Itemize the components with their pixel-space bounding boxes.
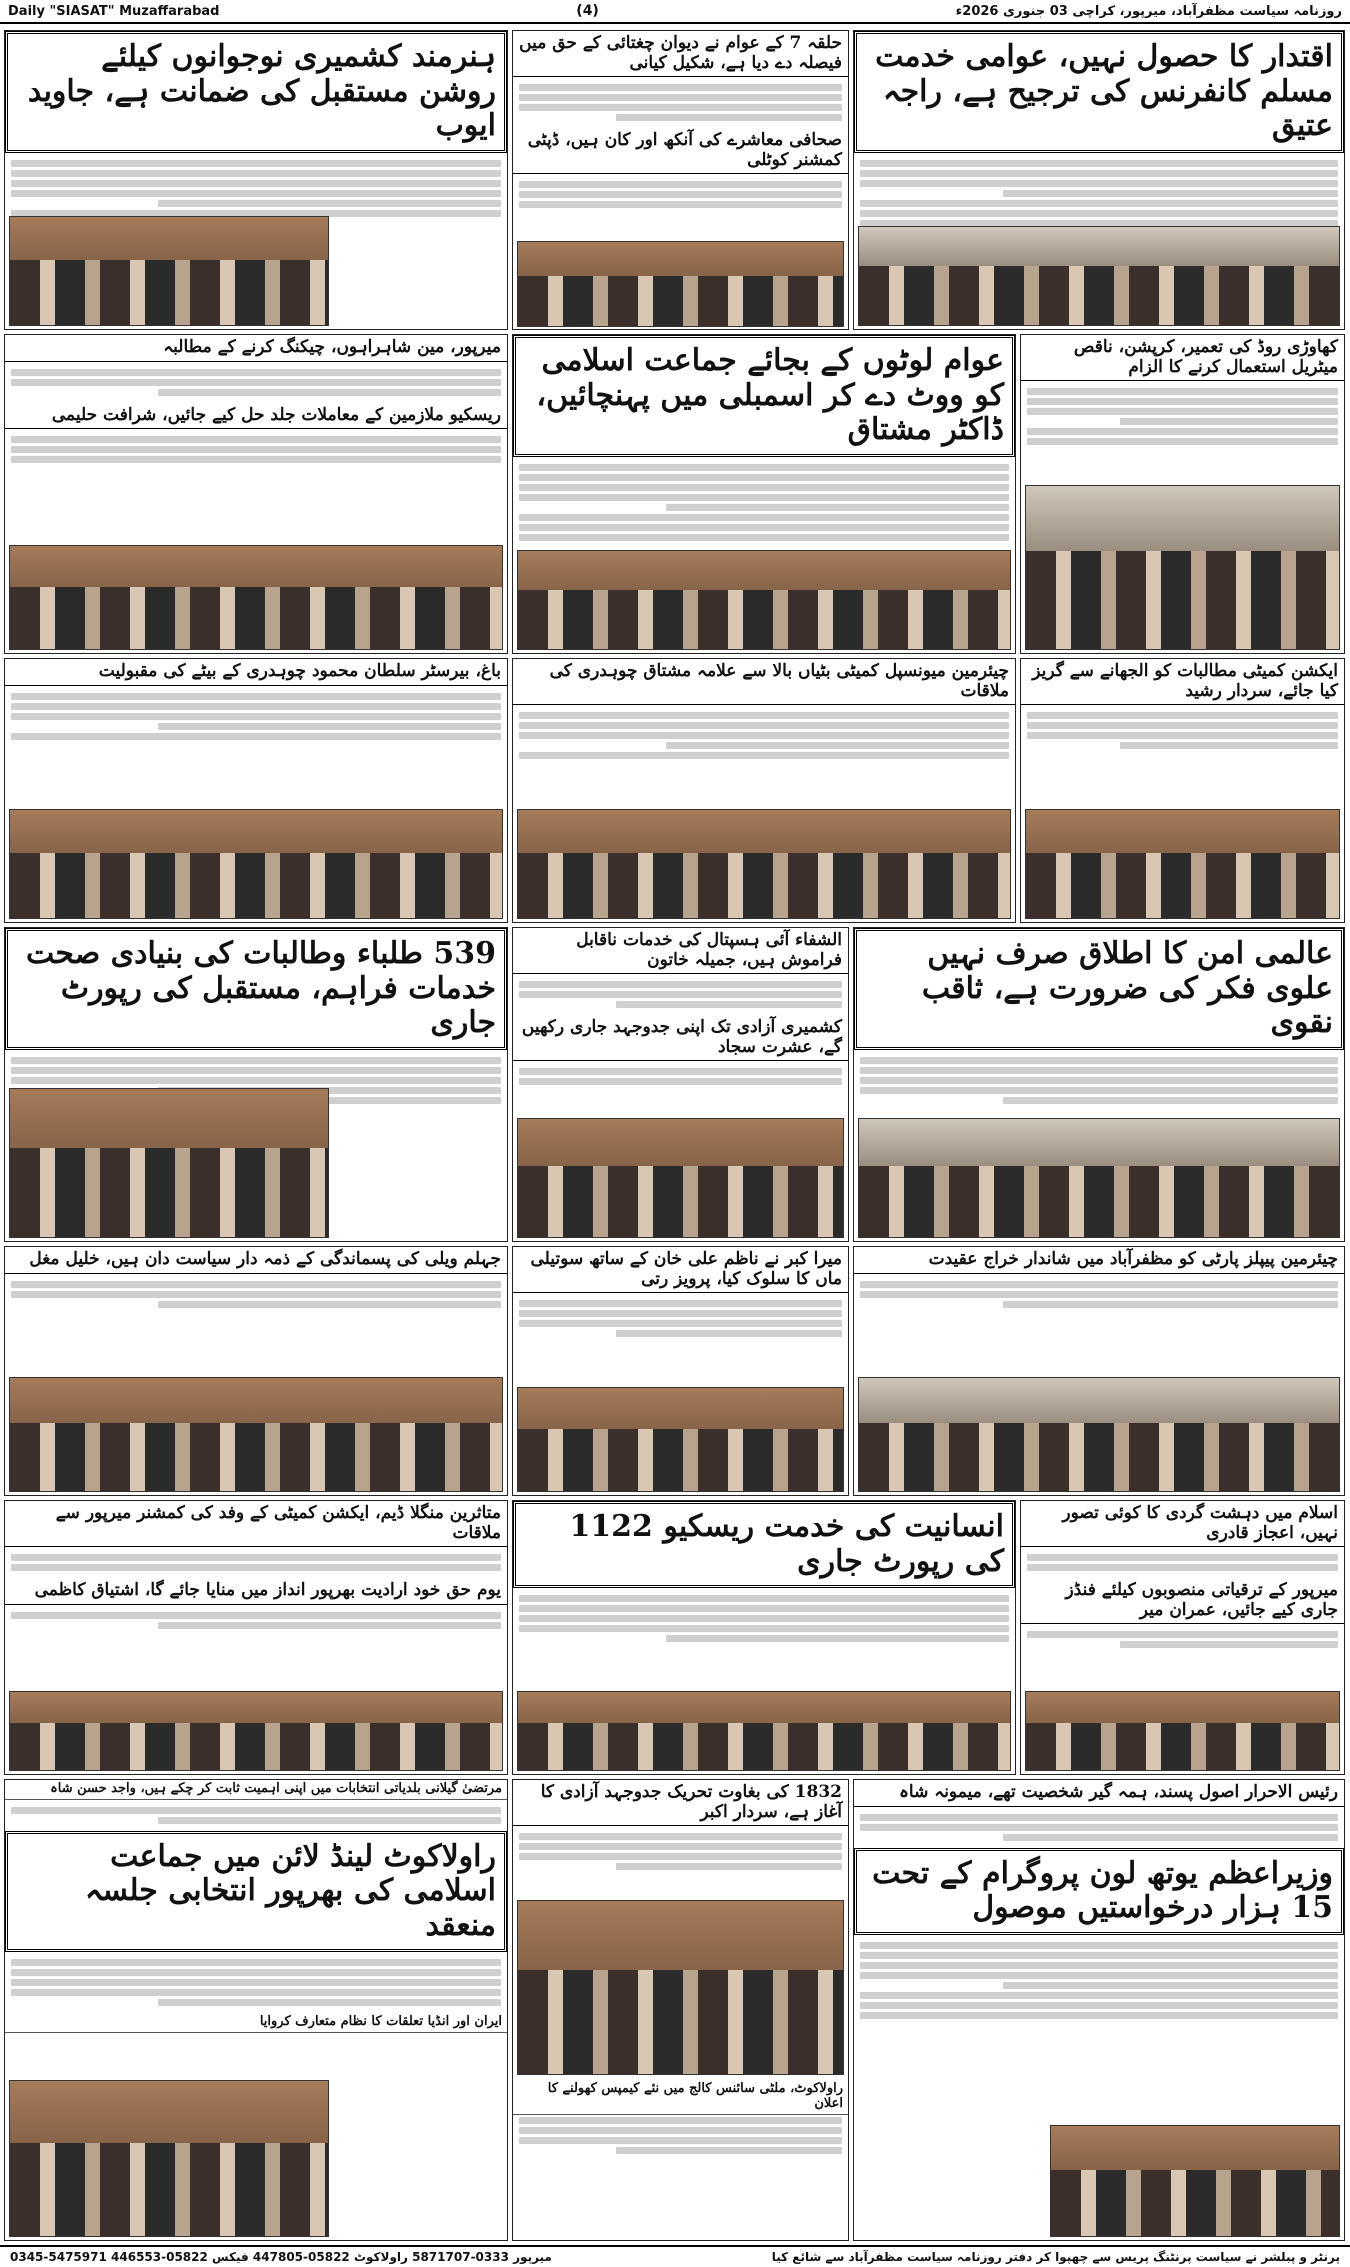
story-6-photo [1025, 485, 1340, 650]
story-23-photo [1025, 1691, 1340, 1771]
story-24 [4, 1779, 508, 2241]
story-18-headline: میرا کبر نے ناظم علی خان کے ساتھ سوتیلی ماں کا سلوک کیا، پرویز رتی [513, 1247, 848, 1293]
story-1 [853, 30, 1345, 330]
story-12-headline: عالمی امن کا اطلاق صرف نہیں علوی فکر کی ضرورت ہے، ثاقب نقوی [854, 928, 1344, 1050]
story-2-photo [9, 216, 329, 326]
story-28-headline: مرتضیٰ گیلانی بلدیاتی انتخابات میں اپنی اہمیت ثابت کر چکے ہیں، واجد حسن شاہ [5, 1780, 507, 1800]
story-19-photo [517, 1691, 1011, 1771]
story-23 [1020, 1500, 1345, 1775]
story-15-photo [517, 1118, 844, 1238]
story-5-photo [517, 550, 1011, 650]
story-9 [4, 658, 508, 923]
story-5-headline: عوام لوٹوں کے بجائے جماعت اسلامی کو ووٹ دے کر اسمبلی میں پہنچائیں، ڈاکٹر مشتاق [513, 335, 1015, 457]
story-21-headline: متاثرین منگلا ڈیم، ایکشن کمیٹی کے وفد کی کمشنر میرپور سے ملاقات [5, 1501, 507, 1547]
story-10-headline: چیئرمین میونسپل کمیٹی بٹیاں بالا سے علامہ مشتاق چوہدری کی ملاقات [513, 659, 1015, 705]
story-1-headline: اقتدار کا حصول نہیں، عوامی خدمت مسلم کانفرنس کی ترجیح ہے، راجہ عتیق [854, 31, 1344, 153]
story-26-headline: رئیس الاحرار اصول پسند، ہمہ گیر شخصیت تھے، میمونہ شاہ [854, 1780, 1344, 1807]
story-17-headline: جہلم ویلی کی پسماندگی کے ذمہ دار سیاست دان ہیں، خلیل مغل [5, 1247, 507, 1274]
story-11-photo [1025, 809, 1340, 919]
story-25 [512, 1779, 849, 2241]
page-number: (4) [576, 3, 599, 19]
story-13-photo [9, 1088, 329, 1238]
story-16 [853, 1246, 1345, 1496]
story-27-photo [1050, 2125, 1340, 2237]
story-6 [1020, 334, 1345, 654]
story-8-headline: ریسکیو ملازمین کے معاملات جلد حل کیے جائیں، شرافت حلیمی [5, 403, 507, 430]
story-9-photo [9, 809, 503, 919]
story-14 [512, 927, 849, 1242]
story-16-headline: چیئرمین پیپلز پارٹی کو مظفرآباد میں شاندار خراج عقیدت [854, 1247, 1344, 1274]
story-3-headline: حلقہ 7 کے عوام نے دیوان چغتائی کے حق میں فیصلہ دے دیا ہے، شکیل کیانی [513, 31, 848, 77]
story-3 [512, 30, 849, 330]
masthead-left: Daily "SIASAT" Muzaffarabad [8, 3, 220, 19]
story-17-photo [9, 1377, 503, 1492]
story-24-photo [9, 2080, 329, 2237]
story-29-headline: ایران اور انڈیا تعلقات کا نظام متعارف کروایا [5, 2013, 507, 2033]
story-5 [512, 334, 1016, 654]
masthead [0, 0, 1350, 24]
story-10 [512, 658, 1016, 923]
story-21 [4, 1500, 508, 1775]
story-22-photo [9, 1691, 503, 1771]
footer [0, 2245, 1350, 2267]
footer-contacts: 0345-5475971 میرپور 0333-5871707 راولاکوٹ 05822-447805 فیکس 05822-446553 [10, 2250, 552, 2264]
story-12-photo [858, 1118, 1340, 1238]
story-14-headline: الشفاء آئی ہسپتال کی خدمات ناقابل فراموش ہیں، جمیلہ خاتون [513, 928, 848, 974]
story-27-headline: وزیراعظم یوتھ لون پروگرام کے تحت 15 ہزار درخواستیں موصول [854, 1848, 1344, 1935]
story-13-headline: 539 طلباء وطالبات کی بنیادی صحت خدمات فراہم، مستقبل کی رپورٹ جاری [5, 928, 507, 1050]
story-25-photo [517, 1900, 844, 2075]
story-13 [4, 927, 508, 1242]
story-7-headline: میرپور، مین شاہراہوں، چیکنگ کرنے کے مطالبہ [5, 335, 507, 362]
story-10-photo [517, 809, 1011, 919]
story-22-headline: یوم حق خود ارادیت بھرپور انداز میں منایا جائے گا، اشتیاق کاظمی [5, 1578, 507, 1605]
story-19-headline: انسانیت کی خدمت ریسکیو 1122 کی رپورٹ جاری [513, 1501, 1015, 1588]
story-1-photo [858, 226, 1340, 326]
story-7 [4, 334, 508, 654]
story-12 [853, 927, 1345, 1242]
masthead-right: روزنامہ سیاست مظفرآباد، میرپور، کراچی 03 جنوری 2026ء [955, 3, 1342, 19]
story-2-headline: ہنرمند کشمیری نوجوانوں کیلئے روشن مستقبل کی ضمانت ہے، جاوید ایوب [5, 31, 507, 153]
footer-imprint: پرنٹر و پبلشر نے سیاست پرنٹنگ پریس سے چھپوا کر دفتر روزنامہ سیاست مظفرآباد سے شائع کیا [771, 2250, 1340, 2264]
story-27 [853, 1779, 1345, 2241]
story-24-headline: راولاکوٹ لینڈ لائن میں جماعت اسلامی کی بھرپور انتخابی جلسہ منعقد [5, 1831, 507, 1953]
story-19 [512, 1500, 1016, 1775]
story-16-photo [858, 1377, 1340, 1492]
story-20-headline: اسلام میں دہشت گردی کا کوئی تصور نہیں، اعجاز قادری [1021, 1501, 1344, 1547]
story-2 [4, 30, 508, 330]
story-15-headline: کشمیری آزادی تک اپنی جدوجہد جاری رکھیں گے، عشرت سجاد [513, 1015, 848, 1061]
story-17 [4, 1246, 508, 1496]
story-18-photo [517, 1387, 844, 1492]
story-25-headline: 1832 کی بغاوت تحریک جدوجہد آزادی کا آغاز ہے، سردار اکبر [513, 1780, 848, 1826]
story-23-headline: میرپور کے ترقیاتی منصوبوں کیلئے فنڈز جاری کیے جائیں، عمران میر [1021, 1578, 1344, 1624]
story-11 [1020, 658, 1345, 923]
story-30-headline: راولاکوٹ، ملٹی سائنس کالج میں نئے کیمپس کھولنے کا اعلان [513, 2080, 848, 2115]
story-11-headline: ایکشن کمیٹی مطالبات کو الجھانے سے گریز کیا جائے، سردار رشید [1021, 659, 1344, 705]
story-18 [512, 1246, 849, 1496]
story-8-photo [9, 545, 503, 650]
story-6-headline: کھاوڑی روڈ کی تعمیر، کرپشن، ناقص میٹریل استعمال کرنے کا الزام [1021, 335, 1344, 381]
story-4-headline: صحافی معاشرے کی آنکھ اور کان ہیں، ڈپٹی کمشنر کوٹلی [513, 128, 848, 174]
story-4-photo [517, 241, 844, 327]
story-9-headline: باغ، بیرسٹر سلطان محمود چوہدری کے بیٹے کی مقبولیت [5, 659, 507, 686]
